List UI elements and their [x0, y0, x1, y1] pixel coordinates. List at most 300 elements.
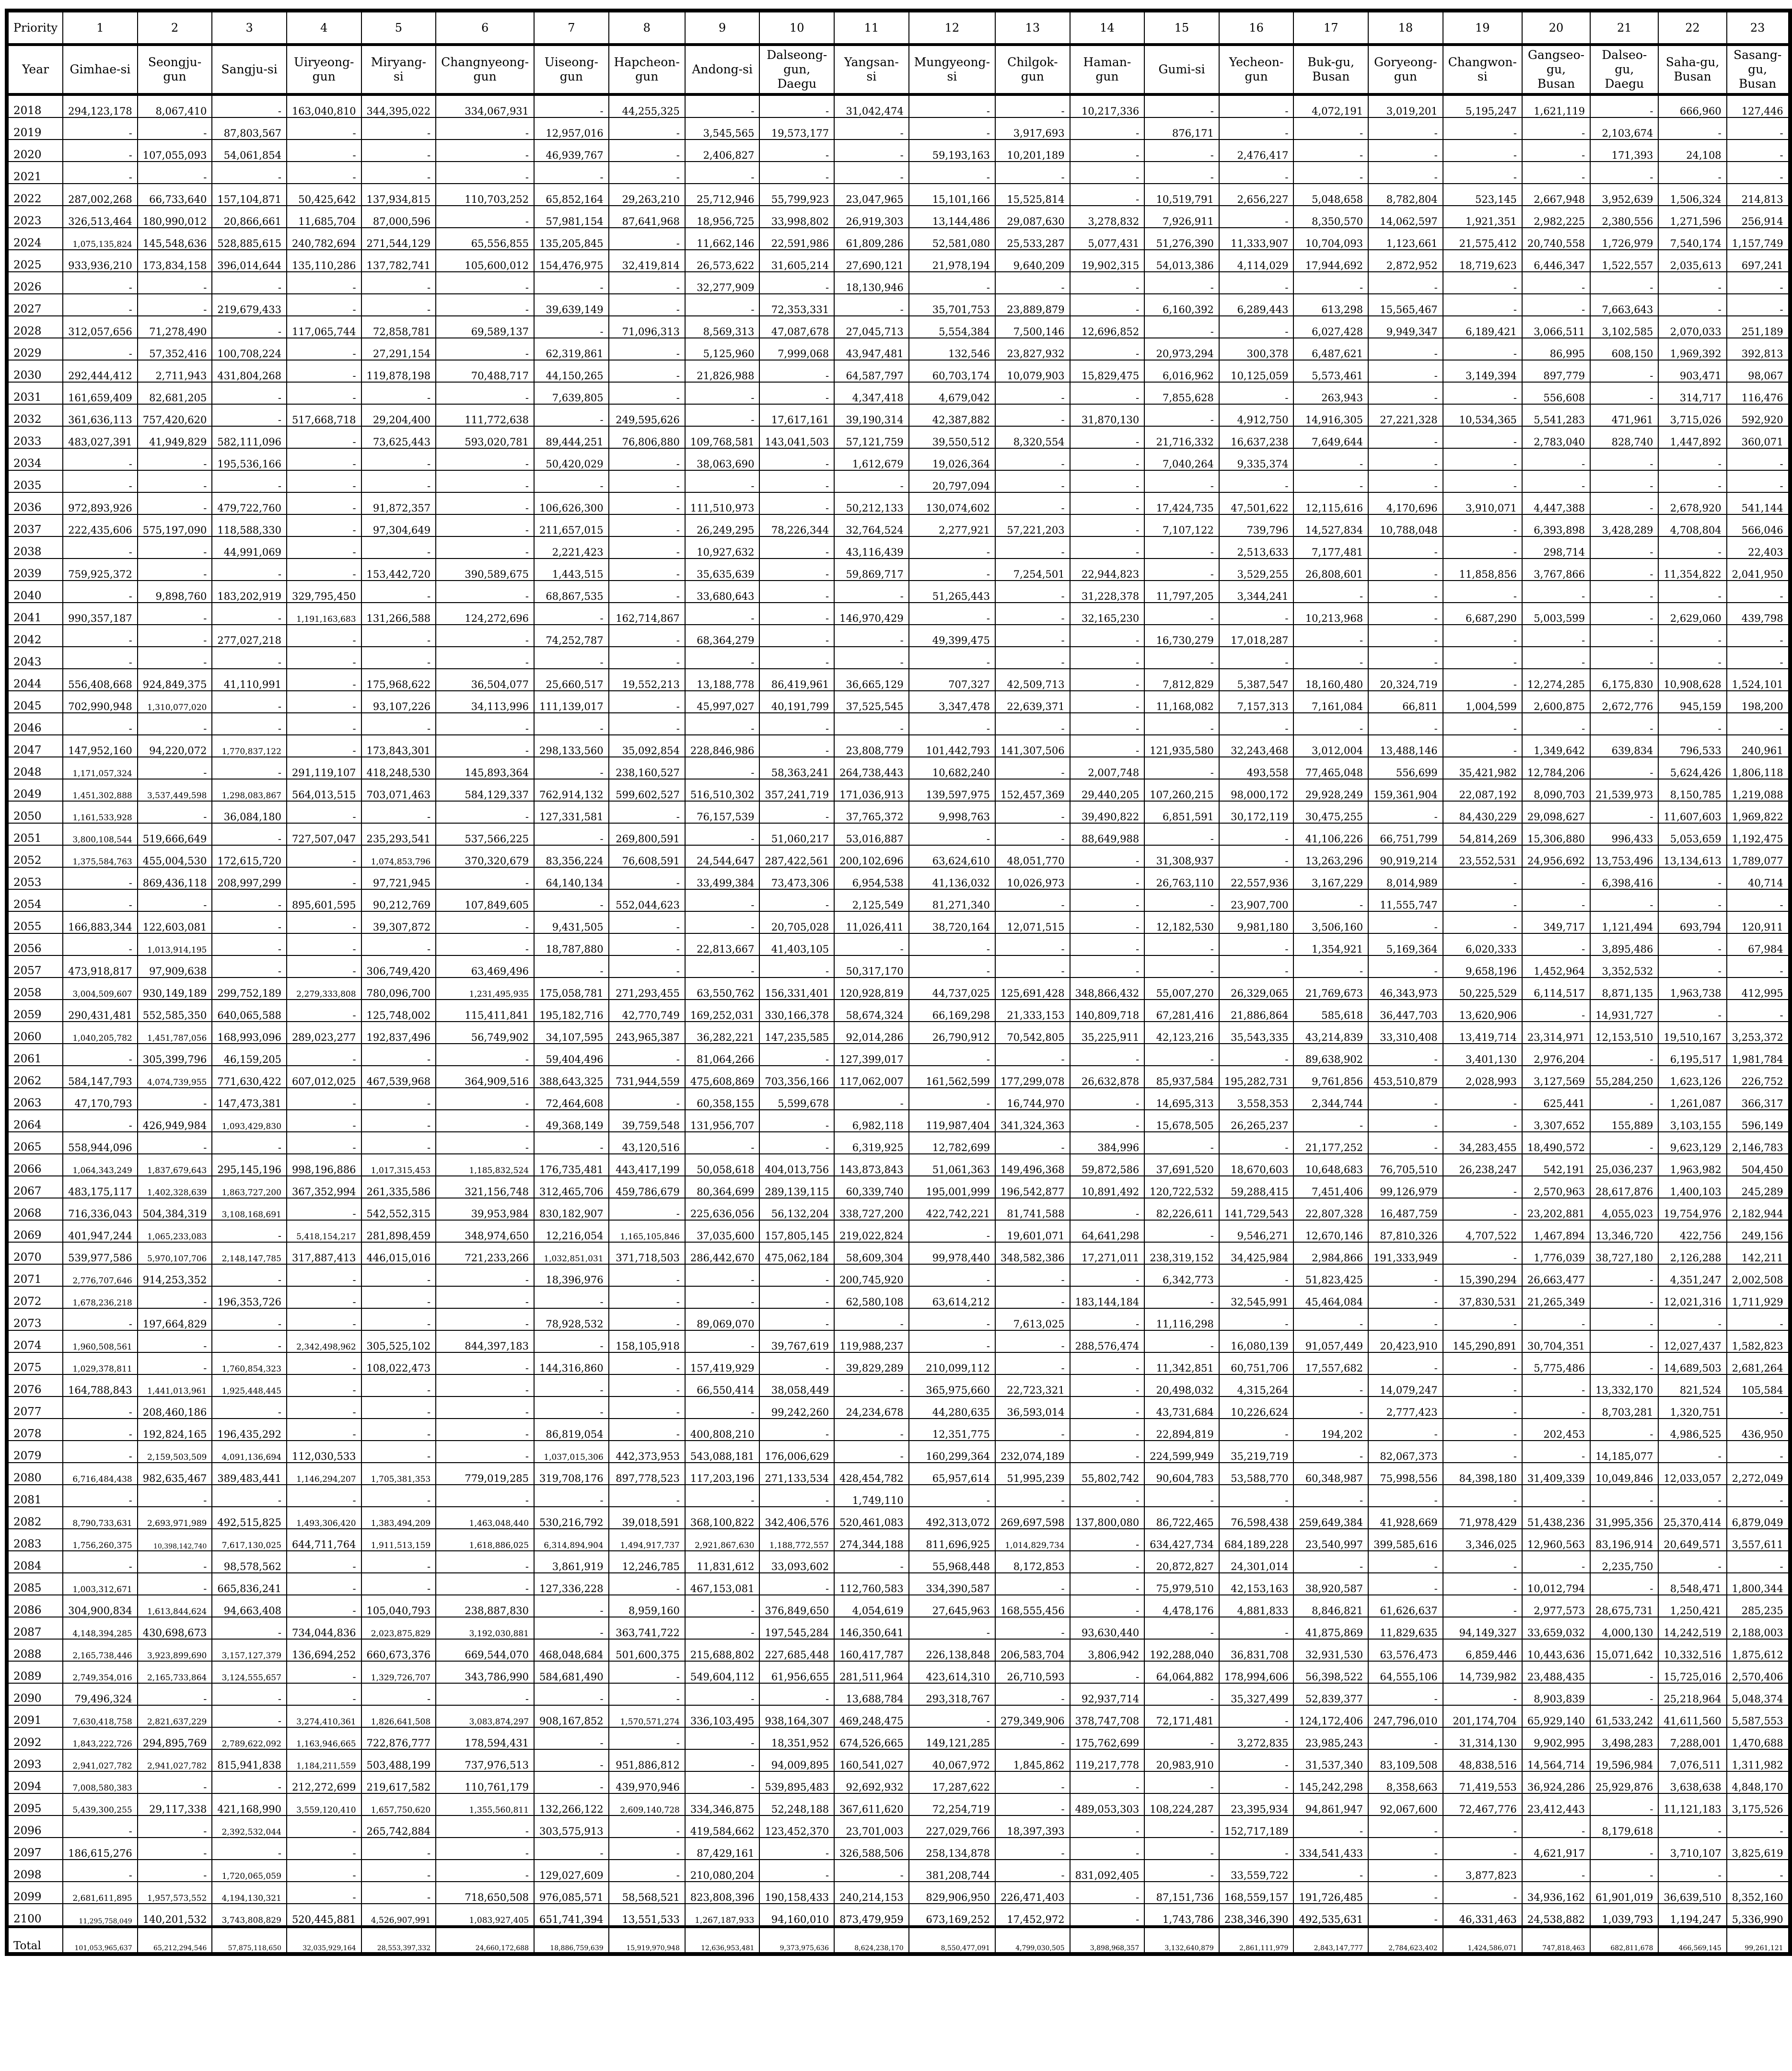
value-cell: - [436, 206, 534, 228]
year-cell: 2029 [7, 338, 63, 360]
value-cell: 796,533 [1658, 735, 1726, 757]
value-cell: - [1443, 713, 1522, 735]
value-cell: - [1219, 272, 1294, 294]
value-cell: 33,659,032 [1522, 1617, 1590, 1639]
year-cell: 2079 [7, 1441, 63, 1463]
value-cell: 11,685,704 [287, 206, 361, 228]
value-cell: 365,975,660 [909, 1374, 995, 1396]
value-cell: - [1368, 955, 1443, 977]
value-cell: 3,506,160 [1293, 911, 1368, 933]
year-cell: 2039 [7, 558, 63, 581]
value-cell: - [1443, 117, 1522, 140]
value-cell: 120,722,532 [1144, 1176, 1219, 1198]
value-cell: 903,471 [1658, 360, 1726, 382]
value-cell: - [1443, 1242, 1522, 1264]
value-cell: - [1658, 1860, 1726, 1882]
value-cell: 4,986,525 [1658, 1419, 1726, 1441]
value-cell: 3,537,449,598 [138, 779, 212, 801]
value-cell: 227,685,448 [759, 1639, 834, 1661]
value-cell: 146,350,641 [834, 1617, 909, 1639]
value-cell: - [759, 1419, 834, 1441]
value-cell: 37,830,531 [1443, 1286, 1522, 1308]
value-cell: 1,826,641,508 [361, 1705, 436, 1727]
value-cell: 537,566,225 [436, 823, 534, 845]
value-cell: - [1658, 272, 1726, 294]
table-row [7, 470, 1790, 492]
value-cell: - [436, 117, 534, 140]
value-cell: - [609, 228, 685, 250]
value-cell: 1,375,584,763 [63, 845, 138, 867]
value-cell: 584,681,490 [534, 1661, 609, 1683]
value-cell: 97,909,638 [138, 955, 212, 977]
value-cell: - [1293, 1860, 1368, 1882]
value-cell: 897,779 [1522, 360, 1590, 382]
value-cell: 8,014,989 [1368, 867, 1443, 889]
value-cell: 198,200 [1727, 691, 1790, 713]
value-cell: 47,170,793 [63, 1088, 138, 1110]
value-cell: 19,552,213 [609, 669, 685, 691]
value-cell: - [1070, 492, 1145, 514]
value-cell: - [1070, 1044, 1145, 1066]
value-cell: - [287, 382, 361, 404]
value-cell: 6,114,517 [1522, 977, 1590, 1000]
value-cell: 264,738,443 [834, 757, 909, 779]
year-cell: 2071 [7, 1264, 63, 1286]
value-cell: - [361, 294, 436, 316]
value-cell: - [1443, 1088, 1522, 1110]
value-cell: - [1219, 1771, 1294, 1793]
value-cell: - [759, 272, 834, 294]
value-cell: 552,585,350 [138, 1000, 212, 1022]
total-cell: 3,132,640,879 [1144, 1927, 1219, 1954]
value-cell: 298,133,560 [534, 735, 609, 757]
value-cell: 35,092,854 [609, 735, 685, 757]
value-cell: 6,195,517 [1658, 1044, 1726, 1066]
value-cell: 1,618,886,025 [436, 1529, 534, 1551]
value-cell: - [436, 1088, 534, 1110]
value-cell: - [1219, 1264, 1294, 1286]
value-cell: 51,823,425 [1293, 1264, 1368, 1286]
value-cell: 84,430,229 [1443, 801, 1522, 823]
value-cell: 303,575,913 [534, 1815, 609, 1838]
value-cell: - [212, 94, 287, 117]
value-cell: 41,949,829 [138, 426, 212, 448]
value-cell: 175,058,781 [534, 977, 609, 1000]
value-cell: - [212, 889, 287, 911]
year-cell: 2093 [7, 1749, 63, 1771]
value-cell: 66,733,640 [138, 184, 212, 206]
value-cell: 99,126,979 [1368, 1176, 1443, 1198]
value-cell: - [609, 272, 685, 294]
value-cell: - [1522, 933, 1590, 955]
value-cell: - [1727, 272, 1790, 294]
total-cell: 2,843,147,777 [1293, 1927, 1368, 1954]
value-cell: 22,591,986 [759, 228, 834, 250]
value-cell: 1,800,344 [1727, 1573, 1790, 1595]
value-cell: 5,195,247 [1443, 94, 1522, 117]
value-cell: - [1144, 94, 1219, 117]
value-cell: - [1443, 426, 1522, 448]
value-cell: - [1522, 1551, 1590, 1573]
table-row [7, 382, 1790, 404]
table-row [7, 1441, 1790, 1463]
value-cell: - [212, 1485, 287, 1507]
value-cell: 261,335,586 [361, 1176, 436, 1198]
priority-number: 16 [1219, 11, 1294, 45]
value-cell: 168,559,157 [1219, 1882, 1294, 1904]
value-cell: 11,829,635 [1368, 1617, 1443, 1639]
value-cell: 4,478,176 [1144, 1595, 1219, 1617]
value-cell: 475,062,184 [759, 1242, 834, 1264]
value-cell: - [1144, 162, 1219, 184]
value-cell: 265,742,884 [361, 1815, 436, 1838]
value-cell: 2,872,952 [1368, 250, 1443, 272]
value-cell: - [759, 1132, 834, 1154]
value-cell: - [609, 1485, 685, 1507]
value-cell: 180,990,012 [138, 206, 212, 228]
value-cell: 26,329,065 [1219, 977, 1294, 1000]
year-cell: 2062 [7, 1066, 63, 1088]
value-cell: 1,463,048,440 [436, 1507, 534, 1529]
value-cell: 338,727,200 [834, 1198, 909, 1220]
value-cell: - [759, 735, 834, 757]
value-cell: - [361, 1044, 436, 1066]
value-cell: 3,102,585 [1590, 316, 1658, 338]
value-cell: - [1293, 1485, 1368, 1507]
value-cell: - [1443, 1198, 1522, 1220]
table-row [7, 757, 1790, 779]
value-cell: - [1293, 647, 1368, 669]
value-cell: - [534, 1330, 609, 1352]
value-cell: 70,488,717 [436, 360, 534, 382]
value-cell: - [1368, 1573, 1443, 1595]
value-cell: - [1658, 581, 1726, 603]
value-cell: - [534, 316, 609, 338]
value-cell: 208,997,299 [212, 867, 287, 889]
value-cell: 153,442,720 [361, 558, 436, 581]
value-cell: 473,918,817 [63, 955, 138, 977]
value-cell: - [63, 536, 138, 558]
value-cell: 1,194,247 [1658, 1904, 1726, 1927]
priority-number: 19 [1443, 11, 1522, 45]
value-cell: 200,102,696 [834, 845, 909, 867]
value-cell: 196,542,877 [995, 1176, 1070, 1198]
value-cell: 120,911 [1727, 911, 1790, 933]
value-cell: 13,620,906 [1443, 1000, 1522, 1022]
value-cell: 6,879,049 [1727, 1507, 1790, 1529]
value-cell: 6,189,421 [1443, 316, 1522, 338]
value-cell: - [909, 647, 995, 669]
value-cell: 8,350,570 [1293, 206, 1368, 228]
value-cell: 4,072,191 [1293, 94, 1368, 117]
value-cell: 22,894,819 [1144, 1419, 1219, 1441]
table-row [7, 1022, 1790, 1044]
value-cell: 2,476,417 [1219, 140, 1294, 162]
value-cell: 76,806,880 [609, 426, 685, 448]
value-cell: - [1727, 713, 1790, 735]
value-cell: - [436, 470, 534, 492]
value-cell: - [361, 382, 436, 404]
value-cell: - [1070, 426, 1145, 448]
value-cell: - [609, 117, 685, 140]
value-cell: 3,545,565 [685, 117, 760, 140]
value-cell: 50,225,529 [1443, 977, 1522, 1000]
value-cell: - [138, 117, 212, 140]
value-cell: - [212, 316, 287, 338]
value-cell: - [995, 382, 1070, 404]
value-cell: 378,747,708 [1070, 1705, 1145, 1727]
value-cell: 61,901,019 [1590, 1882, 1658, 1904]
value-cell: - [609, 360, 685, 382]
value-cell: 439,798 [1727, 603, 1790, 625]
value-cell: 194,202 [1293, 1419, 1368, 1441]
value-cell: 160,541,027 [834, 1749, 909, 1771]
priority-number: 23 [1727, 11, 1790, 45]
value-cell: 2,146,783 [1727, 1132, 1790, 1154]
value-cell: - [1219, 382, 1294, 404]
value-cell: 24,234,678 [834, 1396, 909, 1419]
value-cell: 60,358,155 [685, 1088, 760, 1110]
value-cell: - [1144, 1617, 1219, 1639]
value-cell: 101,442,793 [909, 735, 995, 757]
value-cell: 64,641,298 [1070, 1220, 1145, 1242]
value-cell: 556,699 [1368, 757, 1443, 779]
value-cell: 20,740,558 [1522, 228, 1590, 250]
value-cell: - [759, 536, 834, 558]
value-cell: - [534, 1485, 609, 1507]
value-cell: - [1144, 1330, 1219, 1352]
value-cell: - [1658, 933, 1726, 955]
value-cell: - [995, 162, 1070, 184]
value-cell: - [287, 162, 361, 184]
value-cell: - [834, 117, 909, 140]
value-cell: - [995, 1771, 1070, 1793]
value-cell: 1,075,135,824 [63, 228, 138, 250]
value-cell: - [1219, 1705, 1294, 1727]
priority-number: 13 [995, 11, 1070, 45]
value-cell: 294,123,178 [63, 94, 138, 117]
value-cell: 684,189,228 [1219, 1529, 1294, 1551]
value-cell: 1,267,187,933 [685, 1904, 760, 1927]
value-cell: - [534, 1771, 609, 1793]
value-cell: - [287, 1374, 361, 1396]
value-cell: 4,054,619 [834, 1595, 909, 1617]
value-cell: - [1443, 162, 1522, 184]
value-cell: 9,640,209 [995, 250, 1070, 272]
value-cell: 41,110,991 [212, 669, 287, 691]
value-cell: - [1368, 581, 1443, 603]
value-cell: 475,608,869 [685, 1066, 760, 1088]
value-cell: 539,895,483 [759, 1771, 834, 1793]
value-cell: - [287, 1044, 361, 1066]
value-cell: - [1443, 1815, 1522, 1838]
value-cell: 29,263,210 [609, 184, 685, 206]
value-cell: - [1368, 338, 1443, 360]
value-cell: 1,570,571,274 [609, 1705, 685, 1727]
value-cell: - [287, 360, 361, 382]
value-cell: - [212, 1838, 287, 1860]
value-cell: - [436, 162, 534, 184]
year-cell: 2044 [7, 669, 63, 691]
value-cell: 431,804,268 [212, 360, 287, 382]
value-cell: - [1658, 955, 1726, 977]
value-cell: 7,540,174 [1658, 228, 1726, 250]
value-cell: - [995, 1727, 1070, 1749]
value-cell: - [1070, 1771, 1145, 1793]
value-cell: 7,663,643 [1590, 294, 1658, 316]
value-cell: 1,441,013,961 [138, 1374, 212, 1396]
value-cell: 4,000,130 [1590, 1617, 1658, 1639]
year-cell: 2098 [7, 1860, 63, 1882]
value-cell: 2,002,508 [1727, 1264, 1790, 1286]
value-cell: - [287, 1683, 361, 1705]
value-cell: 36,282,221 [685, 1022, 760, 1044]
value-cell: 304,900,834 [63, 1595, 138, 1617]
value-cell: 84,398,180 [1443, 1463, 1522, 1485]
value-cell: - [436, 140, 534, 162]
value-cell: 1,443,515 [534, 558, 609, 581]
value-cell: 44,991,069 [212, 536, 287, 558]
value-cell: 467,539,968 [361, 1066, 436, 1088]
value-cell: - [834, 1374, 909, 1396]
value-cell: 828,740 [1590, 426, 1658, 448]
year-cell: 2064 [7, 1110, 63, 1132]
value-cell: 3,428,289 [1590, 514, 1658, 536]
value-cell: 2,681,264 [1727, 1352, 1790, 1374]
value-cell: 3,557,611 [1727, 1529, 1790, 1551]
value-cell: 8,067,410 [138, 94, 212, 117]
value-cell: 94,220,072 [138, 735, 212, 757]
value-cell: - [1443, 1573, 1522, 1595]
value-cell: 3,401,130 [1443, 1044, 1522, 1066]
value-cell: 7,812,829 [1144, 669, 1219, 691]
value-cell: - [685, 647, 760, 669]
value-cell: 76,705,510 [1368, 1154, 1443, 1176]
value-cell: 132,266,122 [534, 1793, 609, 1815]
value-cell: 2,380,556 [1590, 206, 1658, 228]
value-cell: 46,343,973 [1368, 977, 1443, 1000]
value-cell: 2,342,498,962 [287, 1330, 361, 1352]
value-cell: 30,475,255 [1293, 801, 1368, 823]
value-cell: 140,201,532 [138, 1904, 212, 1927]
value-cell: - [436, 1264, 534, 1286]
value-cell: 483,027,391 [63, 426, 138, 448]
value-cell: - [1144, 647, 1219, 669]
value-cell: 164,788,843 [63, 1374, 138, 1396]
value-cell: - [1144, 470, 1219, 492]
value-cell: - [212, 691, 287, 713]
value-cell: - [138, 558, 212, 581]
table-row [7, 1727, 1790, 1749]
value-cell: 289,023,277 [287, 1022, 361, 1044]
table-row [7, 1000, 1790, 1022]
value-cell: - [1590, 889, 1658, 911]
value-cell: - [609, 536, 685, 558]
year-cell: 2043 [7, 647, 63, 669]
value-cell: - [834, 1088, 909, 1110]
value-cell: 6,314,894,904 [534, 1529, 609, 1551]
value-cell: - [1443, 514, 1522, 536]
value-cell: - [995, 1419, 1070, 1441]
table-row [7, 1551, 1790, 1573]
value-cell: - [287, 1286, 361, 1308]
total-cell: 682,811,678 [1590, 1927, 1658, 1954]
value-cell: 938,164,307 [759, 1705, 834, 1727]
value-cell: 14,527,834 [1293, 514, 1368, 536]
value-cell: - [759, 625, 834, 647]
value-cell: 831,092,405 [1070, 1860, 1145, 1882]
year-cell: 2045 [7, 691, 63, 713]
value-cell: 446,015,016 [361, 1242, 436, 1264]
value-cell: - [1368, 272, 1443, 294]
total-cell: 466,569,145 [1658, 1927, 1726, 1954]
value-cell: - [138, 1132, 212, 1154]
value-cell: - [685, 1396, 760, 1419]
value-cell: 240,961 [1727, 735, 1790, 757]
value-cell: - [138, 470, 212, 492]
value-cell: 14,739,982 [1443, 1661, 1522, 1683]
value-cell: - [909, 558, 995, 581]
value-cell: 38,720,164 [909, 911, 995, 933]
value-cell: 81,064,266 [685, 1044, 760, 1066]
year-cell: 2037 [7, 514, 63, 536]
value-cell: 428,454,782 [834, 1463, 909, 1485]
value-cell: - [436, 514, 534, 536]
value-cell: 2,344,744 [1293, 1088, 1368, 1110]
value-cell: - [287, 117, 361, 140]
value-cell: 1,310,077,020 [138, 691, 212, 713]
value-cell: 16,487,759 [1368, 1198, 1443, 1220]
value-cell: - [287, 867, 361, 889]
value-cell: 8,871,135 [1590, 977, 1658, 1000]
value-cell: 195,001,999 [909, 1176, 995, 1198]
value-cell: 41,928,669 [1368, 1507, 1443, 1529]
priority-number: 15 [1144, 11, 1219, 45]
value-cell: 173,843,301 [361, 735, 436, 757]
year-cell: 2032 [7, 404, 63, 426]
value-cell: 430,698,673 [138, 1617, 212, 1639]
value-cell: 895,601,595 [287, 889, 361, 911]
value-cell: 34,113,996 [436, 691, 534, 713]
year-cell: 2087 [7, 1617, 63, 1639]
value-cell: - [1658, 1485, 1726, 1507]
value-cell: - [1368, 536, 1443, 558]
value-cell: 2,681,611,895 [63, 1882, 138, 1904]
value-cell: 13,688,784 [834, 1683, 909, 1705]
value-cell: - [534, 1683, 609, 1705]
value-cell: - [609, 558, 685, 581]
value-cell: 869,436,118 [138, 867, 212, 889]
year-cell: 2030 [7, 360, 63, 382]
value-cell: 543,088,181 [685, 1441, 760, 1463]
value-cell: - [909, 1330, 995, 1352]
value-cell: 59,288,415 [1219, 1176, 1294, 1198]
value-cell: 37,691,520 [1144, 1154, 1219, 1176]
value-cell: 256,914 [1727, 206, 1790, 228]
value-cell: - [1522, 1860, 1590, 1882]
value-cell: - [138, 448, 212, 470]
value-cell: - [995, 1264, 1070, 1286]
value-cell: - [759, 162, 834, 184]
value-cell: - [287, 647, 361, 669]
value-cell: 17,557,682 [1293, 1352, 1368, 1374]
value-cell: - [1293, 448, 1368, 470]
value-cell: 4,091,136,694 [212, 1441, 287, 1463]
value-cell: - [685, 1485, 760, 1507]
value-cell: 60,348,987 [1293, 1463, 1368, 1485]
value-cell: - [995, 823, 1070, 845]
value-cell: 13,134,613 [1658, 845, 1726, 867]
